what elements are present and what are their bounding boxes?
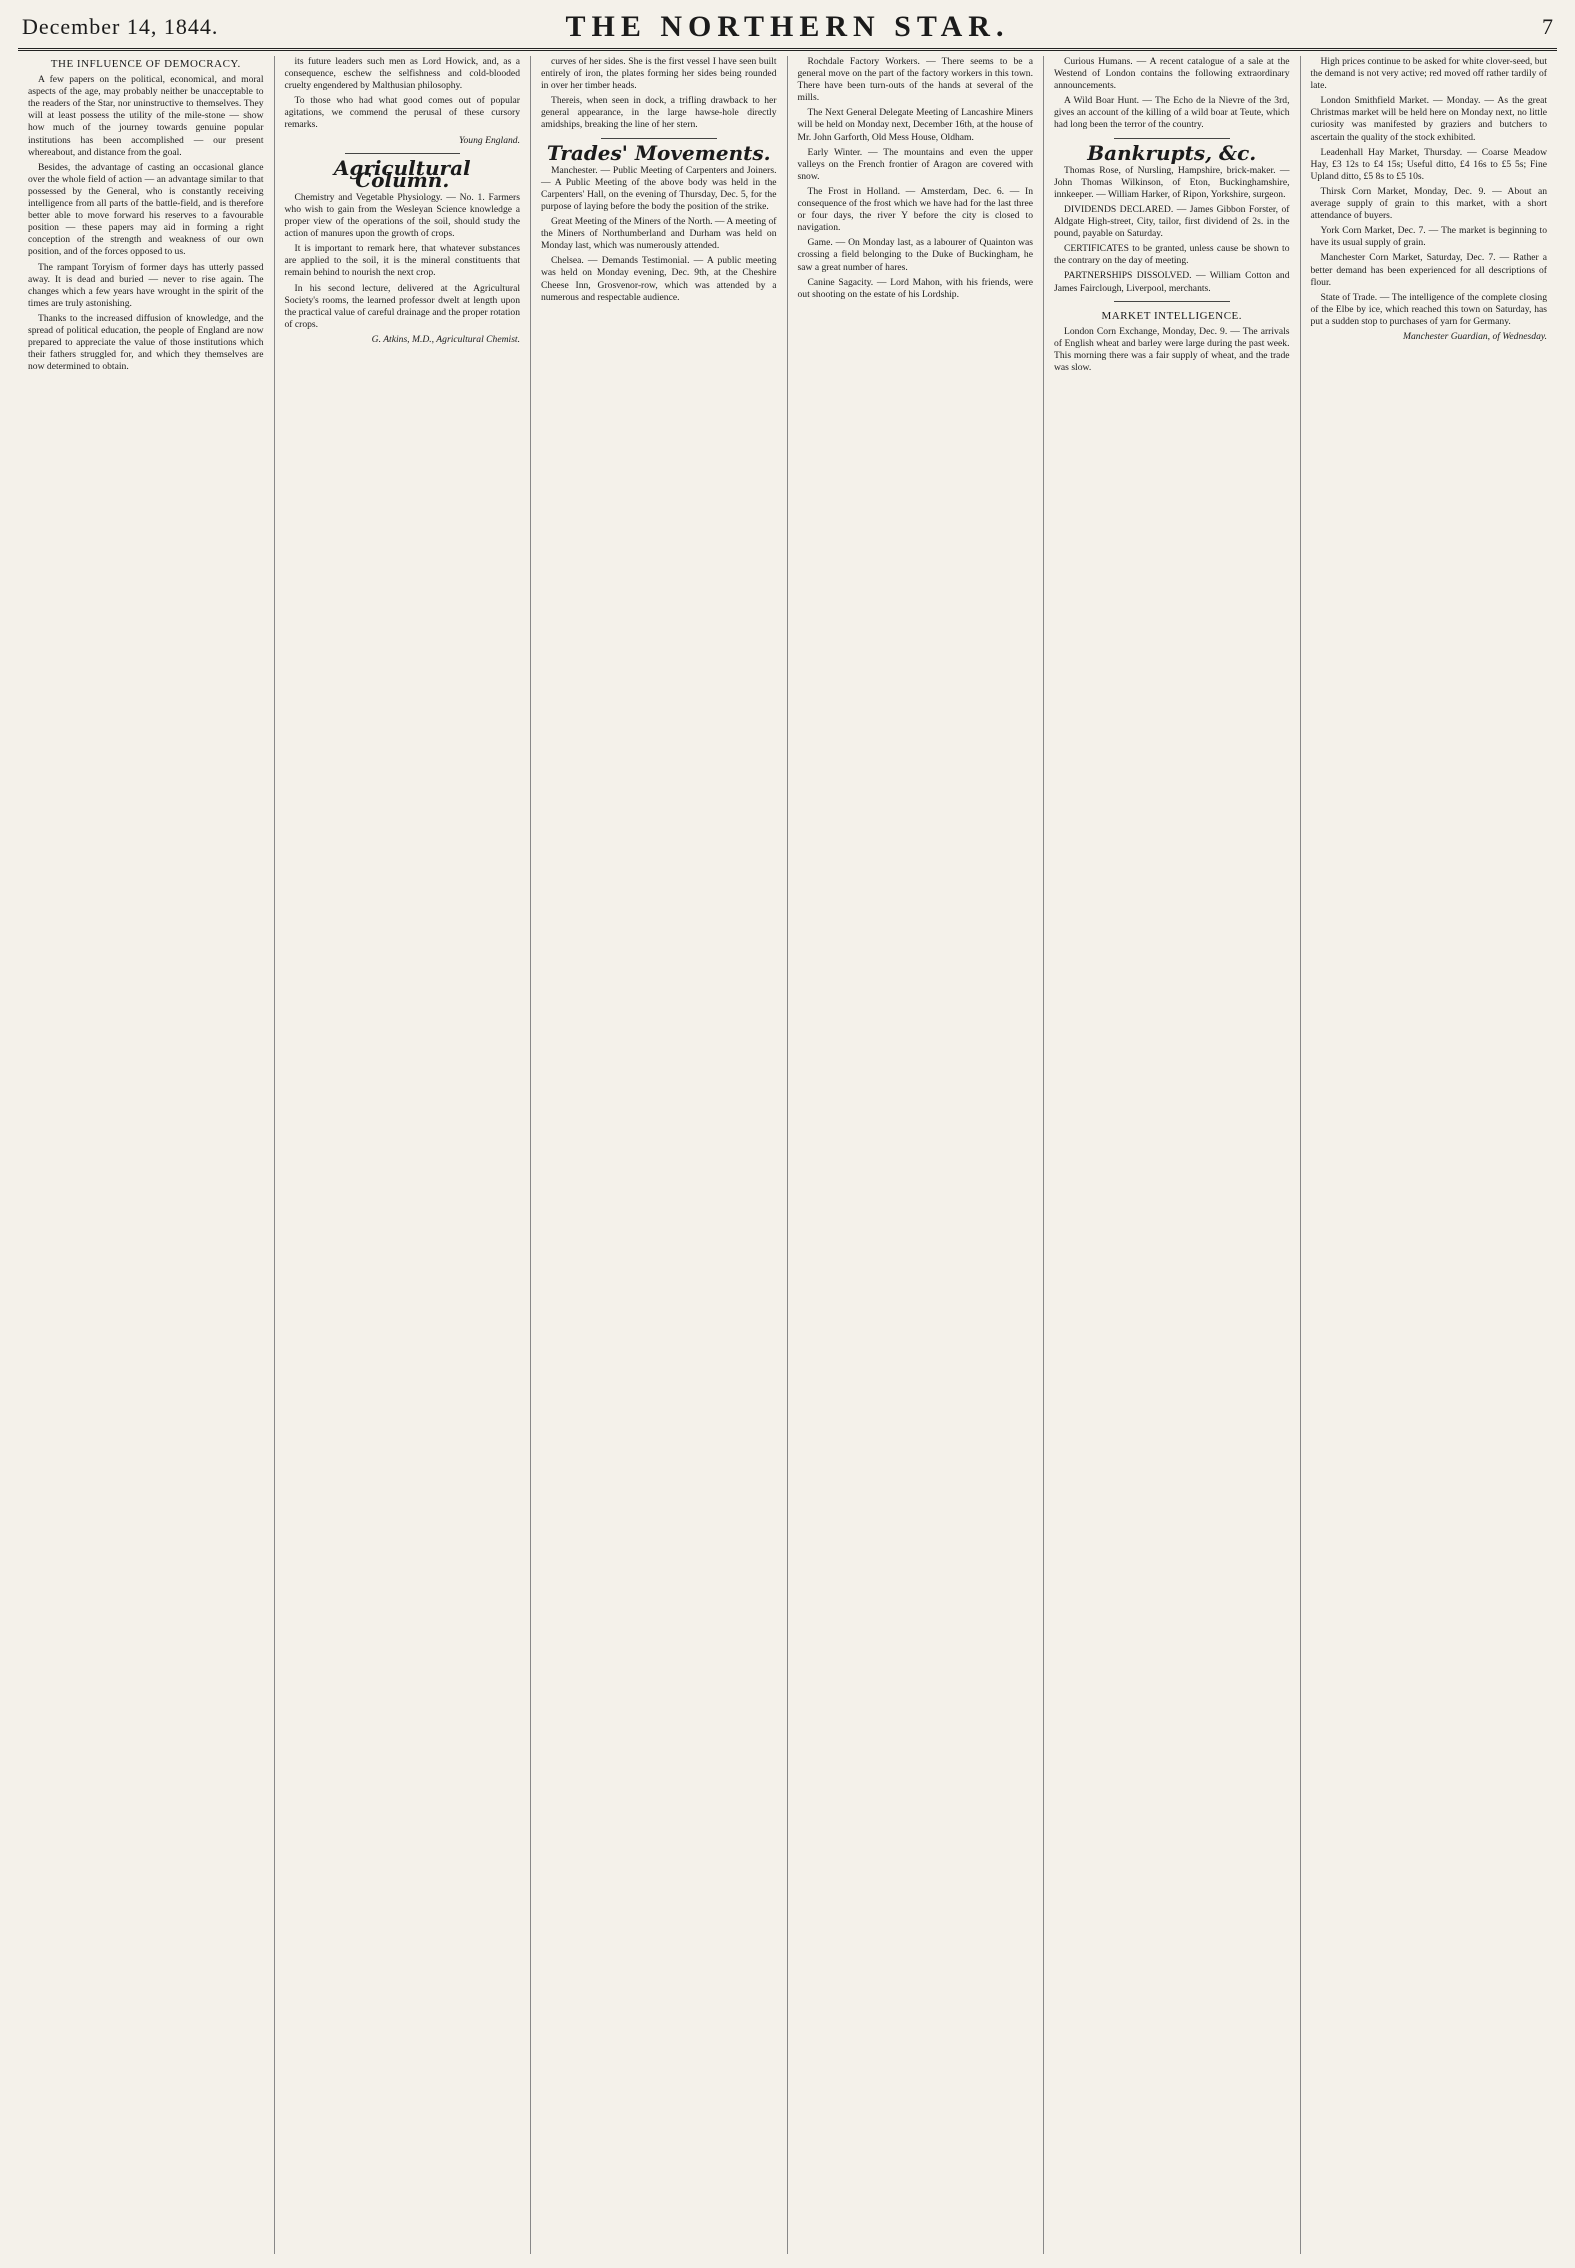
paragraph: The Next General Delegate Meeting of Lancashire Miners will be held on Monday next, December 16th, at the house of Mr. John Garforth, Old Mess House, Oldham.	[797, 107, 1033, 143]
paragraph: The Frost in Holland. — Amsterdam, Dec. 6. — In consequence of the frost which we have had for the last three or four days, the river Y before the city is closed to navigation.	[797, 185, 1033, 234]
paragraph: Great Meeting of the Miners of the North. — A meeting of the Miners of Northumberland and Durham was held on Monday last, which was numerously attended.	[541, 216, 777, 252]
paragraph: In his second lecture, delivered at the Agricultural Society's rooms, the learned professor dwelt at length upon the practical value of careful drainage and the proper rotation of crops.	[284, 282, 520, 330]
column-3	[531, 56, 788, 2254]
divider	[1114, 138, 1230, 139]
paragraph: Chelsea. — Demands Testimonial. — A public meeting was held on Monday evening, Dec. 9th, at the Cheshire Cheese Inn, Grosvenor-row, which was attended by a numerous and respectable audience.	[541, 255, 777, 303]
section-heading-trades: Trades' Movements.	[546, 140, 771, 165]
columns	[18, 56, 1557, 2254]
column-6	[1301, 56, 1558, 2254]
divider	[601, 138, 717, 139]
column-2	[275, 56, 532, 2254]
paragraph: Canine Sagacity. — Lord Mahon, with his friends, were out shooting on the estate of his Lordship.	[797, 276, 1033, 300]
signature: Young England.	[459, 134, 520, 146]
paragraph: Curious Humans. — A recent catalogue of a sale at the Westend of London contains the following extraordinary announcements.	[1054, 56, 1290, 92]
paragraph: Leadenhall Hay Market, Thursday. — Coarse Meadow Hay, £3 12s to £4 15s; Useful ditto, £4 16s to £5 5s; Fine Upland ditto, £5 8s to £5 10s.	[1310, 146, 1547, 182]
paragraph: State of Trade. — The intelligence of the complete closing of the Elbe by ice, which reached this town on Saturday, has put a sudden stop to purchases of yarn for Germany.	[1310, 291, 1547, 327]
column-1	[18, 56, 275, 2254]
page-number: 7	[1542, 14, 1553, 39]
paragraph: Rochdale Factory Workers. — There seems to be a general move on the part of the factory workers in this town. There have been turn-outs of the hands at several of the mills.	[797, 56, 1033, 104]
paragraph: its future leaders such men as Lord Howick, and, as a consequence, eschew the selfishness and cold-blooded cruelty engendered by Malthusian philosophy.	[284, 56, 520, 92]
paragraph: The rampant Toryism of former days has utterly passed away. It is dead and buried — never to rise again. The changes which a few years have wrought in the spirit of the times are truly astonishing.	[28, 261, 264, 309]
paragraph: Early Winter. — The mountains and even the upper valleys on the French frontier of Aragon are covered with snow.	[797, 146, 1033, 182]
paragraph: York Corn Market, Dec. 7. — The market is beginning to have its usual supply of grain.	[1310, 225, 1547, 249]
paragraph: PARTNERSHIPS DISSOLVED. — William Cotton and James Fairclough, Liverpool, merchants.	[1054, 270, 1290, 294]
paragraph: CERTIFICATES to be granted, unless cause be shown to the contrary on the day of meeting.	[1054, 243, 1290, 267]
paragraph: curves of her sides. She is the first vessel I have seen built entirely of iron, the plates forming her sides being rounded in over her timber heads.	[541, 56, 777, 92]
paragraph: Manchester Corn Market, Saturday, Dec. 7. — Rather a better demand has been experienced for all descriptions of flour.	[1310, 252, 1547, 288]
paragraph: London Smithfield Market. — Monday. — As the great Christmas market will be held here on Monday next, no little curiosity was manifested by graziers and butchers to ascertain the quality of the stock exhibited.	[1310, 95, 1547, 143]
paragraph: It is important to remark here, that whatever substances are applied to the soil, it is the mineral constituents that remain behind to nourish the next crop.	[284, 243, 520, 279]
signature: G. Atkins, M.D., Agricultural Chemist.	[371, 333, 520, 345]
paragraph: DIVIDENDS DECLARED. — James Gibbon Forster, of Aldgate High-street, City, tailor, first dividend of 2s. in the pound, payable on Saturday.	[1054, 203, 1290, 240]
masthead	[18, 8, 1557, 51]
paragraph: Game. — On Monday last, as a labourer of Quainton was crossing a field belonging to the Duke of Buckingham, he saw a great number of hares.	[797, 237, 1033, 273]
paragraph: Chemistry and Vegetable Physiology. — No. 1. Farmers who wish to gain from the Wesleyan Science knowledge a proper view of the operations of the soil, should study the action of manures upon the growth of crops.	[284, 191, 520, 240]
article-heading-democracy: THE INFLUENCE OF DEMOCRACY.	[50, 58, 241, 70]
issue-date: December 14, 1844.	[22, 14, 219, 39]
divider	[1114, 301, 1230, 302]
paragraph: Thirsk Corn Market, Monday, Dec. 9. — About an average supply of grain to this market, with a short attendance of buyers.	[1310, 185, 1547, 222]
paragraph: Thereis, when seen in dock, a trifling drawback to her general appearance, in the large hawse-hole directly amidships, breaking the line of her stern.	[541, 95, 777, 131]
source-note: Manchester Guardian, of Wednesday.	[1403, 330, 1547, 342]
paragraph: Manchester. — Public Meeting of Carpenters and Joiners. — A Public Meeting of the above body was held in the Carpenters' Hall, on the evening of Thursday, Dec. 5, for the purpose of laying before the body the position of the strike.	[541, 164, 777, 212]
paragraph: To those who had what good comes out of popular agitations, we commend the perusal of these cursory remarks.	[284, 95, 520, 131]
newspaper-title: THE NORTHERN STAR.	[565, 10, 1010, 43]
paragraph: High prices continue to be asked for white clover-seed, but the demand is not very active; red moved off rather tardily of late.	[1310, 56, 1547, 92]
section-heading-bankrupts: Bankrupts, &c.	[1087, 140, 1257, 165]
paragraph: Thanks to the increased diffusion of knowledge, and the spread of political education, the people of England are now prepared to appreciate the value of those institutions which their fathers struggled for, and which they themselves are now determined to obtain.	[28, 312, 264, 373]
paragraph: A Wild Boar Hunt. — The Echo de la Nievre of the 3rd, gives an account of the killing of a wild boar at Teute, which had long been the terror of the country.	[1054, 95, 1290, 131]
paragraph: A few papers on the political, economical, and moral aspects of the age, may probably neither be unacceptable to the readers of the Star, nor uninstructive to themselves. They will at least possess the utility of the mile-stone — show how much of the journey towards genuine popular institutions has been accomplished — our present whereabout, and distance from the goal.	[28, 74, 264, 158]
divider	[345, 153, 461, 154]
column-4	[788, 56, 1045, 2254]
paragraph: Thomas Rose, of Nursling, Hampshire, brick-maker. — John Thomas Wilkinson, of Eton, Buckinghamshire, innkeeper. — William Harker, of Ripon, Yorkshire, surgeon.	[1054, 164, 1290, 200]
column-5	[1044, 56, 1301, 2254]
paragraph: London Corn Exchange, Monday, Dec. 9. — The arrivals of English wheat and barley were large during the past week. This morning there was a fair supply of wheat, and the trade was slow.	[1054, 325, 1290, 373]
paragraph: Besides, the advantage of casting an occasional glance over the whole field of action — an advantage similar to that possessed by the General, who is constantly receiving intelligence from all parts of the battle-field, and is therefore better able to move forward his reserves to a favourable position — these papers may aid in forming a right conception of the strength and weakness of our own position, and of the forces opposed to us.	[28, 161, 264, 258]
section-heading-agricultural: Agricultural Column.	[333, 155, 471, 192]
section-heading-market: MARKET INTELLIGENCE.	[1101, 309, 1243, 322]
